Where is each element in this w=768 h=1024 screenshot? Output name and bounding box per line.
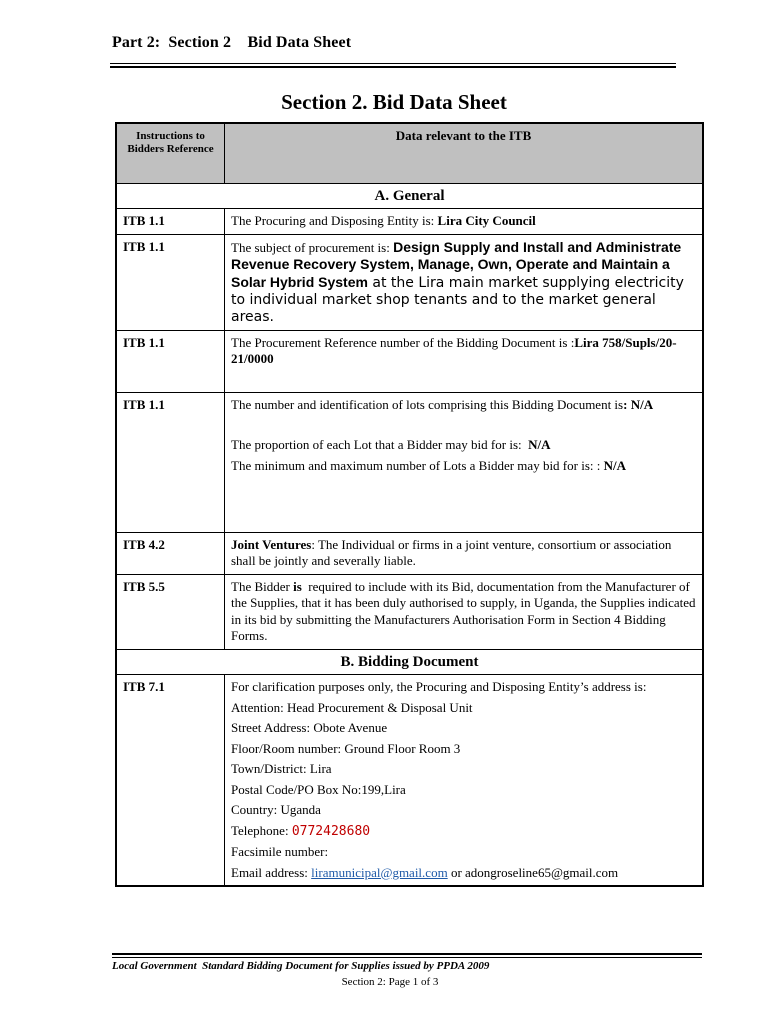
- email-link[interactable]: liramunicipal@gmail.com: [311, 864, 448, 880]
- header-rule-thin: [110, 63, 676, 64]
- row-text: : The Individual or firms in a joint venture, consortium or association shall be jointly and severally liable.: [231, 536, 672, 568]
- address-telephone: [231, 823, 696, 841]
- lots-text: The number and identification of lots comprising this Bidding Document is: [231, 396, 624, 412]
- section-a-heading: A. General: [116, 183, 703, 209]
- address-country: Country: Uganda: [231, 802, 321, 817]
- address-email: [231, 865, 696, 882]
- row-text: The Procuring and Disposing Entity is:: [231, 213, 438, 228]
- table-row: [116, 574, 703, 649]
- footer-document-title: Local Government Standard Bidding Document for Supplies issued by PPDA 2009: [112, 960, 490, 972]
- row-reference: ITB 5.5: [116, 574, 225, 649]
- row-reference: ITB 1.1: [116, 234, 225, 330]
- row-data: [225, 532, 704, 574]
- address-facsimile: Facsimile number:: [231, 844, 329, 859]
- row-text: The Procurement Reference number of the Bidding Document is :: [231, 334, 575, 350]
- page-title: Section 2. Bid Data Sheet: [281, 90, 507, 114]
- reference-number: Lira 758/Supls/20-21/0000: [231, 334, 677, 366]
- min-max-value: N/A: [603, 457, 626, 473]
- row-reference: ITB 1.1: [116, 330, 225, 392]
- procurement-subject-rest: at the Lira main market supplying electricity to individual market shop tenants and to the market general areas.: [231, 274, 684, 325]
- row-text: The Bidder: [231, 578, 294, 594]
- row-data: [225, 574, 704, 649]
- telephone-number: 0772428680: [291, 823, 371, 839]
- address-block: [225, 675, 704, 887]
- footer-rule-thick: [112, 953, 702, 955]
- row-reference: ITB 7.1: [116, 675, 225, 887]
- table-row: [116, 330, 703, 392]
- col-header-data: Data relevant to the ITB: [225, 123, 704, 183]
- row-reference: ITB 1.1: [116, 392, 225, 532]
- address-intro: For clarification purposes only, the Procuring and Disposing Entity’s address is:: [231, 679, 647, 694]
- section-b-heading: B. Bidding Document: [116, 649, 703, 675]
- joint-ventures-label: Joint Ventures: [231, 536, 312, 552]
- table-row: [116, 234, 703, 330]
- footer-rule-thin: [112, 957, 702, 958]
- table-row: [116, 392, 703, 532]
- proportion-text: The proportion of each Lot that a Bidder may bid for is:: [231, 437, 529, 452]
- table-header-row: [116, 123, 703, 183]
- table-row: [116, 675, 703, 887]
- row-reference: ITB 4.2: [116, 532, 225, 574]
- row-data: [225, 234, 704, 330]
- procurement-subject: Design Supply and Install and Administrate Revenue Recovery System, Manage, Own, Operate and Maintain a Solar Hybrid System: [231, 238, 682, 290]
- footer-page-number: Section 2: Page 1 of 3: [341, 976, 439, 988]
- address-floor: Floor/Room number: Ground Floor Room 3: [231, 740, 461, 756]
- row-text-rest: required to include with its Bid, documentation from the Manufacturer of the Supplies, that it has been duly authorised to supply, in Uganda, the Supplies indicated in its bid by submitting the Manufacturers Authorisation Form in Section 4 Bidding Forms.: [231, 578, 699, 643]
- email-alt: or adongroseline65@gmail.com: [447, 864, 619, 880]
- min-max-text: The minimum and maximum number of Lots a Bidder may bid for is: :: [231, 457, 604, 473]
- table-row: [116, 532, 703, 574]
- row-reference: ITB 1.1: [116, 209, 225, 235]
- header-rule-thick: [110, 66, 676, 68]
- table-row: [116, 209, 703, 235]
- address-town: Town/District: Lira: [231, 761, 332, 776]
- email-label: Email address:: [231, 864, 312, 880]
- lots-value: : N/A: [623, 396, 654, 412]
- running-header: Part 2: Section 2 Bid Data Sheet: [112, 34, 352, 51]
- row-data: [225, 330, 704, 392]
- is-emphasis: is: [293, 578, 302, 594]
- bid-data-table: [115, 122, 704, 887]
- row-text: The subject of procurement is:: [231, 239, 394, 255]
- entity-name: Lira City Council: [437, 213, 536, 228]
- proportion-value: N/A: [528, 437, 551, 452]
- section-b-row: [116, 649, 703, 675]
- row-data: [225, 209, 704, 235]
- row-data: [225, 392, 704, 532]
- col-header-reference: Instructions to Bidders Reference: [116, 123, 225, 183]
- address-attention: Attention: Head Procurement & Disposal Unit: [231, 699, 473, 715]
- address-postal: Postal Code/PO Box No:199,Lira: [231, 781, 406, 797]
- telephone-label: Telephone:: [231, 822, 292, 838]
- section-a-row: [116, 183, 703, 209]
- address-street: Street Address: Obote Avenue: [231, 720, 388, 735]
